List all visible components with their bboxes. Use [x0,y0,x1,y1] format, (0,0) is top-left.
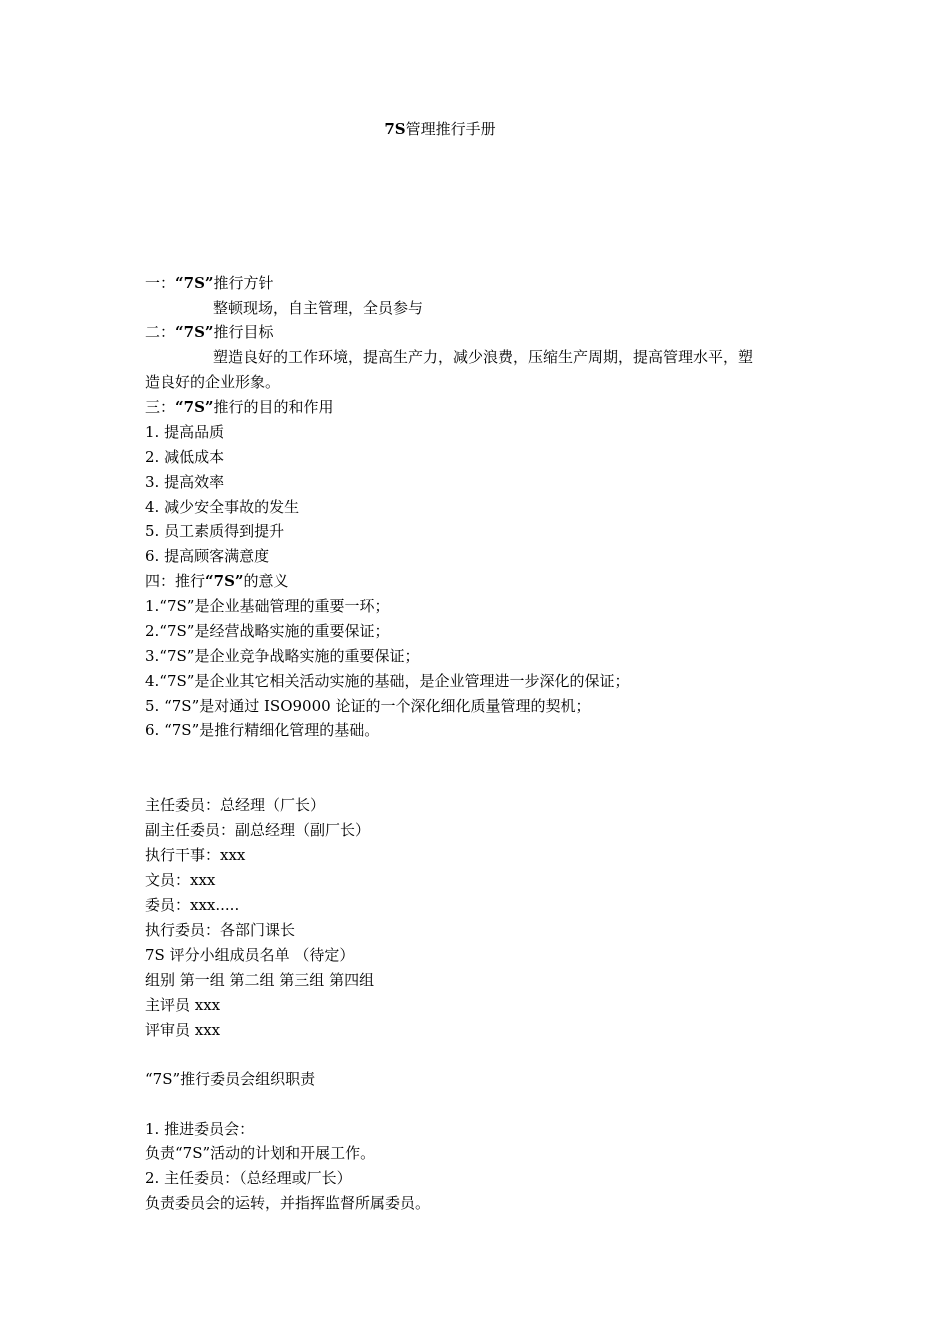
section-1-content: 整顿现场，自主管理，全员参与 [213,299,424,317]
document-title-bold: 7S [384,120,406,138]
committee-item: 主任委员：总经理（厂长） [145,796,326,814]
section-1-suffix: 推行方针 [213,274,274,292]
section-2-content-line-1: 塑造良好的工作环境，提高生产力，减少浪费，压缩生产周期，提高管理水平，塑 [213,348,754,366]
section-2-content-line-2: 造良好的企业形象。 [145,373,281,391]
section-3-prefix: 三： [145,398,176,416]
list-item: 4. 减少安全事故的发生 [145,498,300,516]
section-3-heading [145,397,334,417]
duties-heading: “7S”推行委员会组织职责 [145,1070,316,1088]
committee-item: 执行委员：各部门课长 [145,921,296,939]
committee-item: 副主任委员：副总经理（副厂长） [145,821,371,839]
section-2-heading [145,322,274,342]
section-1-prefix: 一： [145,274,176,292]
duties-item: 负责委员会的运转，并指挥监督所属委员。 [145,1194,431,1212]
section-2-prefix: 二： [145,323,176,341]
section-1-heading [145,273,274,293]
list-item: 2. 减低成本 [145,448,225,466]
section-4-quoted: “7S” [205,572,244,590]
list-item: 3. 提高效率 [145,473,225,491]
document-title-rest: 管理推行手册 [405,120,496,138]
list-item: 1.“7S”是企业基础管理的重要一环； [145,597,390,615]
duties-item: 负责“7S”活动的计划和开展工作。 [145,1144,376,1162]
committee-item: 7S 评分小组成员名单 （待定） [145,946,355,964]
section-3-quoted: “7S” [175,398,214,416]
section-4-prefix: 四：推行 [145,572,206,590]
committee-item: 评审员 xxx [145,1021,221,1039]
section-2-suffix: 推行目标 [213,323,274,341]
duties-item: 2. 主任委员：（总经理或厂长） [145,1169,352,1187]
committee-item: 委员：xxx..... [145,896,240,914]
duties-item: 1. 推进委员会： [145,1120,255,1138]
list-item: 5. “7S”是对通过 ISO9000 论证的一个深化细化质量管理的契机； [145,697,591,715]
section-3-suffix: 推行的目的和作用 [213,398,334,416]
section-2-quoted: “7S” [175,323,214,341]
list-item: 6. 提高顾客满意度 [145,547,270,565]
list-item: 2.“7S”是经营战略实施的重要保证； [145,622,390,640]
list-item: 1. 提高品质 [145,423,225,441]
list-item: 5. 员工素质得到提升 [145,522,285,540]
section-1-quoted: “7S” [175,274,214,292]
list-item: 3.“7S”是企业竞争战略实施的重要保证； [145,647,420,665]
committee-item: 文员：xxx [145,871,216,889]
section-4-suffix: 的意义 [243,572,289,590]
committee-item: 执行干事：xxx [145,846,246,864]
document-title [0,118,880,140]
committee-item: 主评员 xxx [145,996,221,1014]
committee-item: 组别 第一组 第二组 第三组 第四组 [145,971,375,989]
list-item: 4.“7S”是企业其它相关活动实施的基础，是企业管理进一步深化的保证； [145,672,630,690]
section-4-heading [145,571,289,591]
list-item: 6. “7S”是推行精细化管理的基础。 [145,721,380,739]
